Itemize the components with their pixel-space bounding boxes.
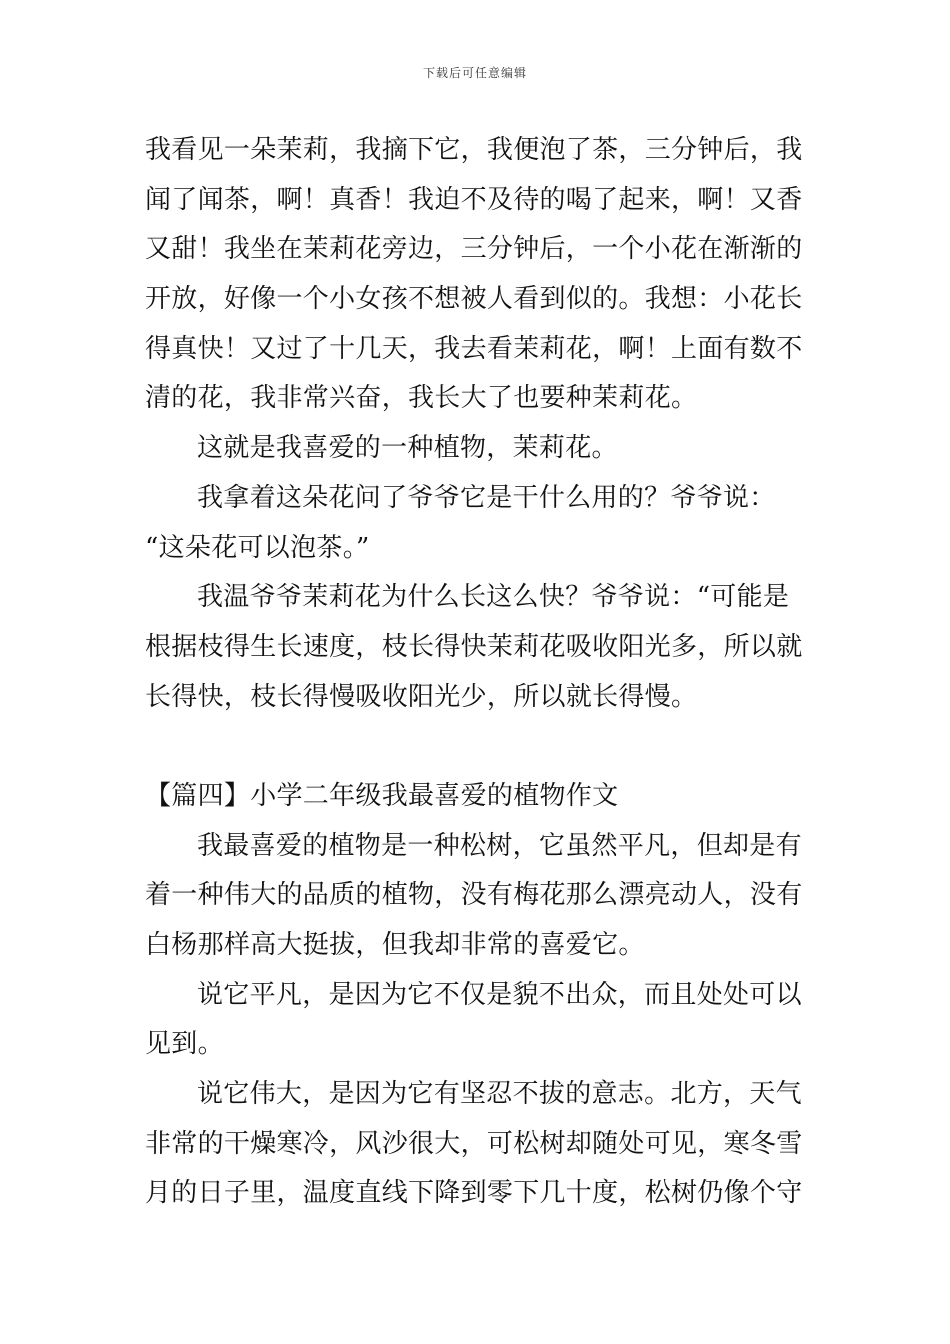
page-header: 下载后可任意编辑 [422, 66, 527, 80]
document-body [145, 126, 807, 1219]
paragraph-start: 说它平凡，是因为它不仅是貌不出众，而且处处可以 [197, 979, 802, 1010]
paragraph-start: 我拿着这朵花问了爷爷它是干什么用的？爷爷说： [197, 482, 776, 513]
text-line: “这朵花可以泡茶。” [145, 532, 370, 563]
text-line: 月的日子里，温度直线下降到零下几十度，松树仍像个守 [145, 1178, 803, 1209]
text-line: 清的花，我非常兴奋，我长大了也要种茉莉花。 [145, 383, 698, 414]
text-line: 闻了闻茶，啊！真香！我迫不及待的喝了起来，啊！又香 [145, 184, 803, 215]
paragraph-start: 我最喜爱的植物是一种松树，它虽然平凡，但却是有 [197, 830, 802, 861]
text-line: 根据枝得生长速度，枝长得快茉莉花吸收阳光多，所以就 [145, 631, 803, 662]
text-line: 着一种伟大的品质的植物，没有梅花那么漂亮动人，没有 [145, 880, 803, 911]
text-line: 开放，好像一个小女孩不想被人看到似的。我想：小花长 [145, 284, 803, 315]
text-line: 我看见一朵茉莉，我摘下它，我便泡了茶，三分钟后，我 [145, 135, 803, 165]
paragraph-start: 我温爷爷茉莉花为什么长这么快？爷爷说：“可能是 [197, 582, 790, 613]
paragraph-start: 说它伟大，是因为它有坚忍不拔的意志。北方，天气 [197, 1079, 802, 1110]
paragraph-start: 这就是我喜爱的一种植物，茉莉花。 [197, 433, 618, 464]
text-line: 又甜！我坐在茉莉花旁边，三分钟后，一个小花在渐渐的 [145, 234, 803, 265]
text-line: 得真快！又过了十几天，我去看茉莉花，啊！上面有数不 [145, 333, 803, 364]
text-line: 见到。 [145, 1029, 224, 1060]
text-line: 白杨那样高大挺拔，但我却非常的喜爱它。 [145, 930, 645, 960]
text-line: 非常的干燥寒冷，风沙很大，可松树却随处可见，寒冬雪 [145, 1128, 803, 1159]
text-line: 长得快，枝长得慢吸收阳光少，所以就长得慢。 [145, 681, 698, 712]
blank-line [145, 722, 807, 772]
section-heading: 【篇四】小学二年级我最喜爱的植物作文 [145, 780, 619, 811]
